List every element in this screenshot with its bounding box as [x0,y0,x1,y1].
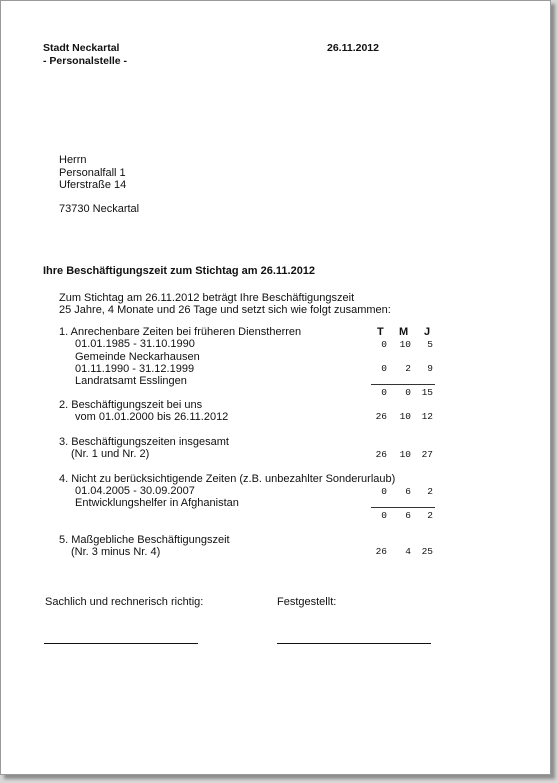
signature-label-right: Festgestellt: [277,596,337,608]
section-5-m: 4 [405,546,411,557]
section-5-heading: 5. Maßgebliche Beschäftigungszeit [59,534,230,546]
period-2-t: 0 [381,363,387,374]
signature-label-left: Sachlich und rechnerisch richtig: [45,596,204,608]
intro-line-1: Zum Stichtag am 26.11.2012 beträgt Ihre Beschäftigungszeit [59,292,355,304]
org-name: Stadt Neckartal [43,42,120,54]
section-4-sum-m: 6 [405,510,411,521]
section-4-place: Entwicklungshelfer in Afghanistan [75,497,239,509]
document-title: Ihre Beschäftigungszeit zum Stichtag am 26.11.2012 [43,265,316,277]
section-2-heading: 2. Beschäftigungszeit bei uns [59,399,203,411]
period-2-dates: 01.11.1990 - 31.12.1999 [75,363,195,375]
column-header-j: J [424,326,431,338]
period-2-place: Landratsamt Esslingen [75,375,187,387]
section-4-sum-t: 0 [381,510,387,521]
address-name: Personalfall 1 [59,167,126,179]
section-3-heading: 3. Beschäftigungszeiten insgesamt [59,436,229,448]
section-3-j: 27 [421,449,433,460]
dept-name: - Personalstelle - [43,55,128,67]
period-1-m: 10 [399,339,411,350]
section-4-sum-j: 2 [427,510,433,521]
section-4-m: 6 [405,486,411,497]
section-2-dates: vom 01.01.2000 bis 26.11.2012 [75,411,229,423]
section-1-sum-m: 0 [405,387,411,398]
section-3-note: (Nr. 1 und Nr. 2) [71,448,150,460]
column-header-m: M [399,326,409,338]
period-1-j: 5 [427,339,433,350]
section-5-note: (Nr. 3 minus Nr. 4) [71,546,161,558]
subtotal-rule-1 [371,384,435,385]
signature-line-right [277,643,431,644]
period-1-t: 0 [381,339,387,350]
section-1-sum-t: 0 [381,387,387,398]
section-4-heading: 4. Nicht zu berücksichtigende Zeiten (z.B. unbezahlter Sonderurlaub) [59,473,396,485]
section-4-j: 2 [427,486,433,497]
period-1-place: Gemeinde Neckarhausen [75,351,200,363]
section-5-t: 26 [375,546,387,557]
intro-line-2: 25 Jahre, 4 Monate und 26 Tage und setzt sich wie folgt zusammen: [59,304,391,316]
address-salutation: Herrn [59,154,87,166]
section-3-m: 10 [399,449,411,460]
signature-line-left [44,643,198,644]
section-5-j: 25 [421,546,433,557]
section-2-t: 26 [375,411,387,422]
section-1-sum-j: 15 [421,387,433,398]
section-3-t: 26 [375,449,387,460]
period-2-j: 9 [427,363,433,374]
section-1-heading: 1. Anrechenbare Zeiten bei früheren Dienstherren [59,326,302,338]
address-city: 73730 Neckartal [59,203,140,215]
section-2-m: 10 [399,411,411,422]
column-header-t: T [377,326,384,338]
section-2-j: 12 [421,411,433,422]
section-4-dates: 01.04.2005 - 30.09.2007 [75,485,195,497]
subtotal-rule-4 [371,507,435,508]
address-street: Uferstraße 14 [59,179,127,191]
section-4-t: 0 [381,486,387,497]
period-2-m: 2 [405,363,411,374]
header-date: 26.11.2012 [327,42,379,54]
period-1-dates: 01.01.1985 - 31.10.1990 [75,338,195,350]
